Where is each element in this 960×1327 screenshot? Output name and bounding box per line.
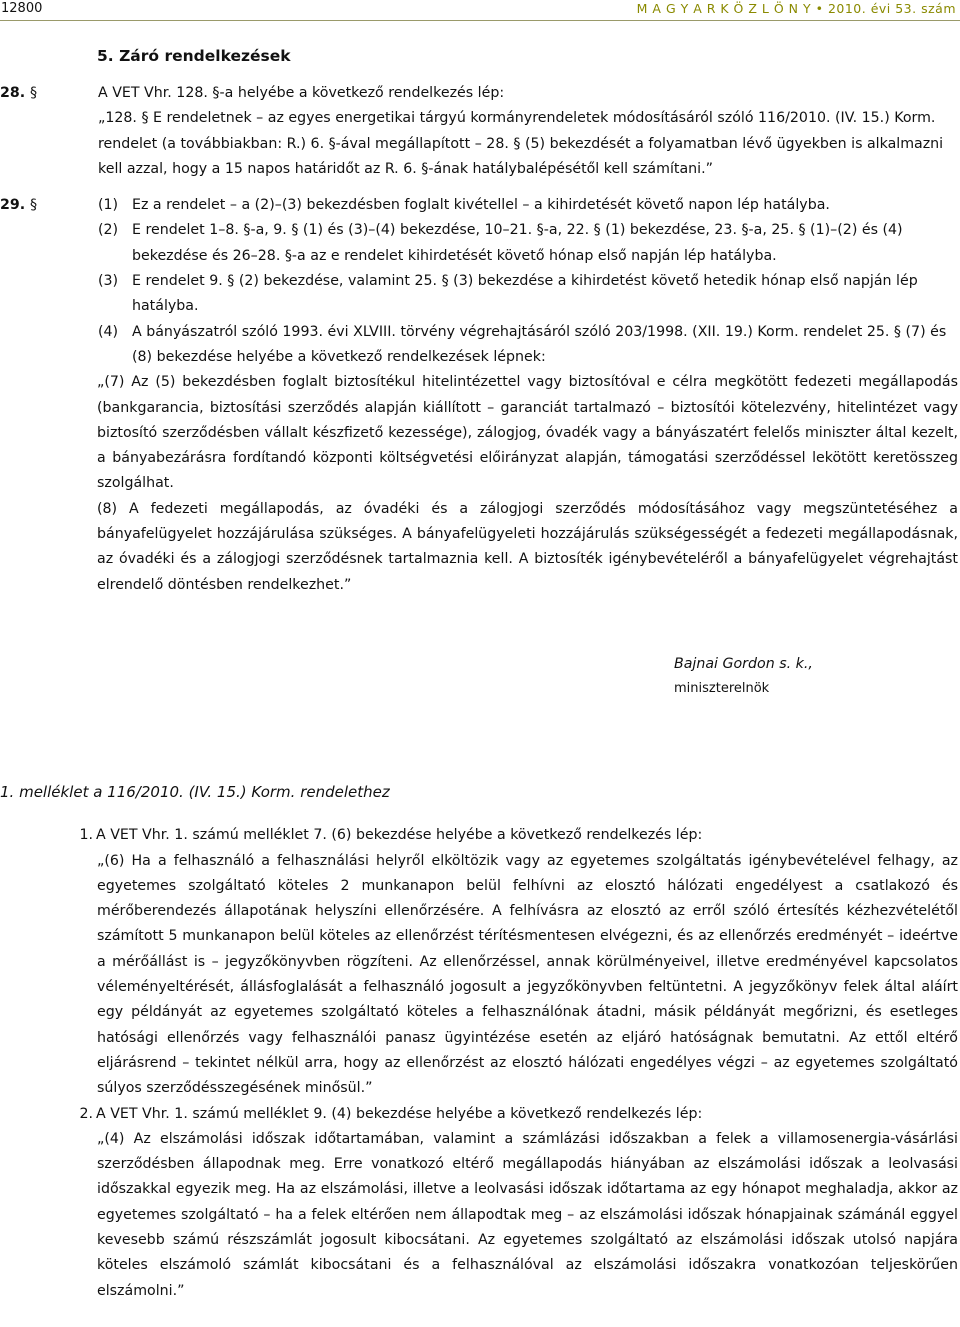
subsection-text: Ez a rendelet – a (2)–(3) bekezdésben foglalt kivétellel – a kihirdetését követő napon lép hatályba. [132, 197, 830, 214]
paragraph-number: 28. [0, 85, 26, 101]
quoted-provision: „128. § E rendeletnek – az egyes energetikai tárgyú kormányrendeletek módosításáról szóló 116/2010. (IV. 15.) Korm. rendelet (a továbbiakban: R.) 6. §-ával megállapított – 28. § (5) bekezdését a folyamatban lévő ügyekben is alkalmazni kell azzal, hogy a 15 napos határidőt az R. 6. §-ának hatálybalépésétől kell számítani.” [98, 110, 944, 177]
signature-block [674, 652, 958, 701]
subsection-text: A bányászatról szóló 1993. évi XLVIII. törvény végrehajtásáról szóló 203/1998. (XII. 19.) Korm. rendelet 25. § (7) és (8) bekezdése helyébe a következő rendelkezések lépnek: [132, 323, 947, 365]
annex-title: 1. melléklet a 116/2010. (IV. 15.) Korm. rendelethez [0, 783, 390, 802]
annex-quoted-provision: „(6) Ha a felhasználó a felhasználási helyről elköltözik vagy az egyetemes szolgáltatás igénybevételével felhagy, az egyetemes szolgáltató köteles 2 munkanapon belül felhívni az elosztó hálózati engedélyest a csatlakozó és mérőberendezés állapotának helyszíni ellenőrzésére. A felhívásra az elosztó az erről szóló értesítés kézhezvételétől számított 5 munkanapon belül köteles az ellenőrzést térítésmentesen elvégezni, és az ellenőrzés eredményét – ideértve a mérőállást is – jegyzőkönyvben rögzíteni. Az ellenőrzéssel, annak körülményeivel, illetve eredményével kapcsolatos véleményeltérését, állásfoglalását a felhasználó jogosult a jegyzőkönyvben feltüntetni. A jegyzőkönyv felek által aláírt egy példányát az egyetemes szolgáltató köteles a felhasználónak átadni, másik példányát megőrizni, és esetleges hatósági ellenőrzés vagy felhasználói panasz ügyintézése esetén az eljáró hatóságnak bemutatni. Az ettől eltérő eljárásrend – tekintet nélkül arra, hogy az ellenőrzést az elosztó hálózati engedélyes végzi – az egyetemes szolgáltató súlyos szerződésszegésének minősül.” [97, 852, 958, 1097]
item-intro: A VET Vhr. 1. számú melléklet 9. (4) bekezdése helyébe a következő rendelkezés lép: [96, 1105, 703, 1122]
signatory-name: Bajnai Gordon s. k., [674, 655, 813, 672]
subsection [98, 193, 958, 218]
subsection-text: E rendelet 1–8. §-a, 9. § (1) és (3)–(4) bekezdése, 10–21. §-a, 22. § (1) bekezdése, 23. §-a, 25. § (1)–(2) és (4) bekezdése és 26–28. §-a az e rendelet kihirdetését követő hónap első napján lép hatályba. [132, 222, 903, 264]
annex-item [0, 1102, 958, 1127]
subsection-number: (1) [98, 197, 119, 214]
section-symbol: § [30, 85, 38, 101]
document-body [0, 42, 958, 1304]
page-number: 12800 [1, 1, 43, 16]
subsection [98, 218, 958, 269]
paragraph-number: 29. [0, 197, 26, 214]
page-header [0, 0, 960, 22]
journal-title: M A G Y A R K Ö Z L Ö N Y • 2010. évi 53. szám [636, 1, 956, 16]
signatory-title: miniszterelnök [674, 681, 770, 697]
header-divider [0, 20, 960, 21]
subsection-text: E rendelet 9. § (2) bekezdése, valamint 25. § (3) bekezdése a kihirdetést követő hetedik hónap első napján lép hatályba. [132, 273, 918, 315]
annex-quoted-provision: „(4) Az elszámolási időszak időtartamában, valamint a számlázási időszakban a felek a villamosenergia-vásárlási szerződésben állapodnak meg. Erre vonatkozó eltérő megállapodás hiányában az elszámolási időszak a leolvasási időszakkal egyezik meg. Ha az elszámolási, illetve a leolvasási időszak időtartama az egy hónapot meghaladja, akkor az egyetemes szolgáltató – ha a felek eltérően nem állapodtak meg – az elszámolási időszak hónapjainak számánál eggyel kevesebb számú részszámlát jogosult kibocsátani. Az egyetemes szolgáltató az elszámolási időszak utolsó napjára köteles elszámoló számlát kibocsátani és a felhasználóval az elszámolási időszakra vonatkozóan teljeskörűen elszámolni.” [97, 1130, 958, 1299]
section-title: 5. Záró rendelkezések [97, 47, 291, 65]
section-symbol: § [30, 197, 38, 214]
paragraph-28 [0, 81, 958, 182]
quoted-provision-8: (8) A fedezeti megállapodás, az óvadéki és a zálogjogi szerződés módosításához vagy megszüntetéséhez a bányafelügyelet hozzájárulása szükséges. A bányafelügyeleti hozzájárulás szükségességét a fedezeti megállapodásnak, az óvadéki és a zálogjogi szerződésnek tartalmaznia kell. A biztosíték igénybevételéről a bányafelügyelet végrehajtást elrendelő döntésben rendelkezhet.” [97, 500, 958, 593]
paragraph-intro: A VET Vhr. 128. §-a helyébe a következő rendelkezés lép: [98, 85, 505, 101]
item-intro: A VET Vhr. 1. számú melléklet 7. (6) bekezdése helyébe a következő rendelkezés lép: [96, 827, 703, 844]
item-number: 1. [79, 827, 93, 844]
subsection-number: (2) [98, 222, 119, 239]
paragraph-29 [0, 193, 958, 370]
quoted-provision-7: „(7) Az (5) bekezdésben foglalt biztosítékul hitelintézettel vagy biztosítóval e célra megkötött fedezeti megállapodás (bankgarancia, biztosítási szerződés alapján kiállított – garanciát tartalmazó – biztosítói kötelezvény, hitelintézet vagy biztosító szerződésben vállalt készfizető kezessége), zálogjog, óvadék vagy a bányászatért felelős miniszter által kezelt, a bányabezárásra fordítandó központi költségvetési előirányzat alapján, támogatási szerződéssel lekötött keretösszeg szolgálhat. [97, 374, 958, 492]
subsection-number: (3) [98, 273, 119, 290]
annex-item [0, 823, 958, 848]
subsection-number: (4) [98, 323, 119, 340]
subsection [98, 269, 958, 320]
annex-items [0, 823, 958, 1304]
subsection [98, 320, 958, 371]
item-number: 2. [79, 1105, 93, 1122]
